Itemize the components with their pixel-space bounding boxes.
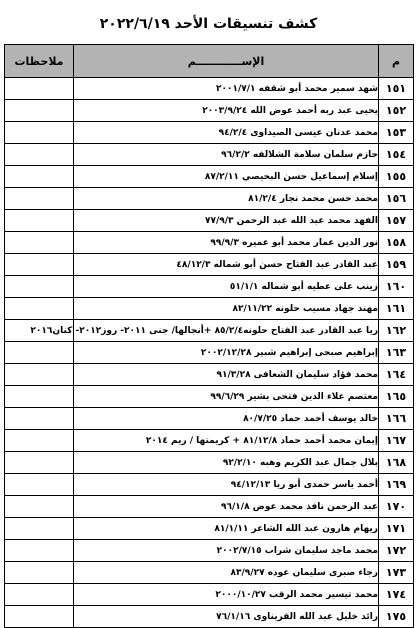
table-row	[5, 100, 414, 122]
table-row	[5, 408, 414, 430]
row-number: ١٧٥	[379, 606, 414, 628]
row-notes	[5, 144, 74, 166]
row-number: ١٦٥	[379, 386, 414, 408]
row-name: مهند جهاد مسيب حلونه ٨٢/١١/٢٢	[74, 298, 379, 320]
row-number: ١٥٩	[379, 254, 414, 276]
row-notes	[5, 518, 74, 540]
row-notes	[5, 78, 74, 100]
row-number: ١٦٢	[379, 320, 414, 342]
row-notes	[5, 606, 74, 628]
table-row	[5, 584, 414, 606]
row-number: ١٥٢	[379, 100, 414, 122]
row-number: ١٧٣	[379, 562, 414, 584]
table-row	[5, 474, 414, 496]
row-number: ١٧٢	[379, 540, 414, 562]
row-name: خالد يوسف أحمد حماد ٨٠/٧/٢٥	[74, 408, 379, 430]
row-notes	[5, 254, 74, 276]
row-notes	[5, 232, 74, 254]
row-name: محمد ماجد سليمان شراب ٢٠٠٢/٧/١٥	[74, 540, 379, 562]
row-number: ١٥٧	[379, 210, 414, 232]
table-row	[5, 364, 414, 386]
row-number: ١٦٧	[379, 430, 414, 452]
row-notes	[5, 166, 74, 188]
row-number: ١٦٣	[379, 342, 414, 364]
table-row	[5, 144, 414, 166]
column-header-name: الإســــــــــــم	[74, 45, 379, 78]
row-name: الفهد محمد عبد الله عبد الرحمن ٧٧/٩/٣	[74, 210, 379, 232]
table-body	[5, 78, 414, 628]
row-number: ١٥٥	[379, 166, 414, 188]
table-row	[5, 342, 414, 364]
row-name: نور الدين عمار محمد أبو عميره ٩٩/٩/٣	[74, 232, 379, 254]
table-row	[5, 298, 414, 320]
row-name: إبراهيم صبحى إبراهيم شبير ٢٠٠٢/١٢/٢٨	[74, 342, 379, 364]
row-number: ١٥٣	[379, 122, 414, 144]
row-number: ١٦٨	[379, 452, 414, 474]
document-title: كشف تنسيقات الأحد ٢٠٢٢/٦/١٩	[99, 16, 318, 32]
table-row	[5, 320, 414, 342]
table-row	[5, 232, 414, 254]
row-number: ١٦٤	[379, 364, 414, 386]
table-row	[5, 276, 414, 298]
table-row	[5, 166, 414, 188]
row-notes	[5, 408, 74, 430]
table-row	[5, 188, 414, 210]
row-number: ١٧١	[379, 518, 414, 540]
table-row	[5, 562, 414, 584]
row-notes	[5, 122, 74, 144]
table-row	[5, 496, 414, 518]
row-notes	[5, 100, 74, 122]
row-notes	[5, 540, 74, 562]
row-name: محمد حسن محمد نجار ٨١/٢/٤	[74, 188, 379, 210]
row-name: ريا عبد القادر عبد الفتاح حلونه٨٥/٢/٤ +أنجالها/ جنى ٢٠١١- روز٢٠١٢- كنان٢٠١٦	[74, 320, 379, 342]
row-name: رجاء صبرى سليمان عوده ٨٣/٩/٢٧	[74, 562, 379, 584]
table-row	[5, 606, 414, 628]
table-row	[5, 386, 414, 408]
row-notes	[5, 452, 74, 474]
row-number: ١٧٤	[379, 584, 414, 606]
row-name: محمد فؤاد سليمان الشعافى ٩١/٣/٢٨	[74, 364, 379, 386]
table-row	[5, 78, 414, 100]
row-number: ١٦٩	[379, 474, 414, 496]
row-name: ريهام هارون عبد الله الشاعر ٨١/١/١١	[74, 518, 379, 540]
row-notes	[5, 298, 74, 320]
table-row	[5, 122, 414, 144]
row-number: ١٦١	[379, 298, 414, 320]
column-header-number: م	[379, 45, 414, 78]
row-number: ١٦٦	[379, 408, 414, 430]
row-name: زينب على عطيه أبو شماله ٥١/١/١	[74, 276, 379, 298]
row-notes	[5, 474, 74, 496]
row-name: رائد خليل عبد الله القريناوى ٧٦/١/١٦	[74, 606, 379, 628]
row-notes	[5, 496, 74, 518]
row-number: ١٧٠	[379, 496, 414, 518]
row-number: ١٥٨	[379, 232, 414, 254]
row-notes	[5, 430, 74, 452]
row-name: محمد تيسير محمد الرقب ٢٠٠٠/١٠/٢٧	[74, 584, 379, 606]
row-number: ١٥٤	[379, 144, 414, 166]
row-notes	[5, 210, 74, 232]
row-number: ١٥٦	[379, 188, 414, 210]
row-name: بلال جمال عبد الكريم وهبه ٩٢/٢/١٠	[74, 452, 379, 474]
column-header-notes: ملاحظات	[5, 45, 74, 78]
row-name: عبد القادر عبد الفتاح حسن أبو شماله ٤٨/١٢/٣	[74, 254, 379, 276]
row-name: أحمد ياسر حمدى أبو ريا ٩٤/١٢/١٣	[74, 474, 379, 496]
row-notes	[5, 188, 74, 210]
row-notes	[5, 562, 74, 584]
row-name: عبد الرحمن نافذ محمد عوض ٩٦/١/٨	[74, 496, 379, 518]
row-notes	[5, 584, 74, 606]
row-name: يحيى عبد ربه أحمد عوض الله ٢٠٠٣/٩/٢٤	[74, 100, 379, 122]
row-notes	[5, 342, 74, 364]
row-notes	[5, 276, 74, 298]
table-row	[5, 254, 414, 276]
table-row	[5, 430, 414, 452]
row-notes	[5, 386, 74, 408]
row-name: إيمان محمد أحمد حماد ٨١/١٢/٨ + كريمتها / ريم ٢٠١٤	[74, 430, 379, 452]
row-number: ١٥١	[379, 78, 414, 100]
row-name: حازم سلمان سلامة الشلالفه ٩٦/٢/٢	[74, 144, 379, 166]
row-notes	[5, 364, 74, 386]
row-number: ١٦٠	[379, 276, 414, 298]
table-row	[5, 452, 414, 474]
row-name: شهد سمير محمد أبو شقفه ٢٠٠١/٧/١	[74, 78, 379, 100]
row-name: معتصم علاء الدين فتحى بشير ٩٩/٦/٢٩	[74, 386, 379, 408]
row-name: إسلام إسماعيل حسن البحيصي ٨٧/٢/١١	[74, 166, 379, 188]
table-row	[5, 518, 414, 540]
table-header-row	[5, 45, 414, 78]
table-row	[5, 210, 414, 232]
names-table	[4, 44, 414, 628]
table-row	[5, 540, 414, 562]
row-name: محمد عدنان عيسى الصيداوى ٩٤/٢/٤	[74, 122, 379, 144]
